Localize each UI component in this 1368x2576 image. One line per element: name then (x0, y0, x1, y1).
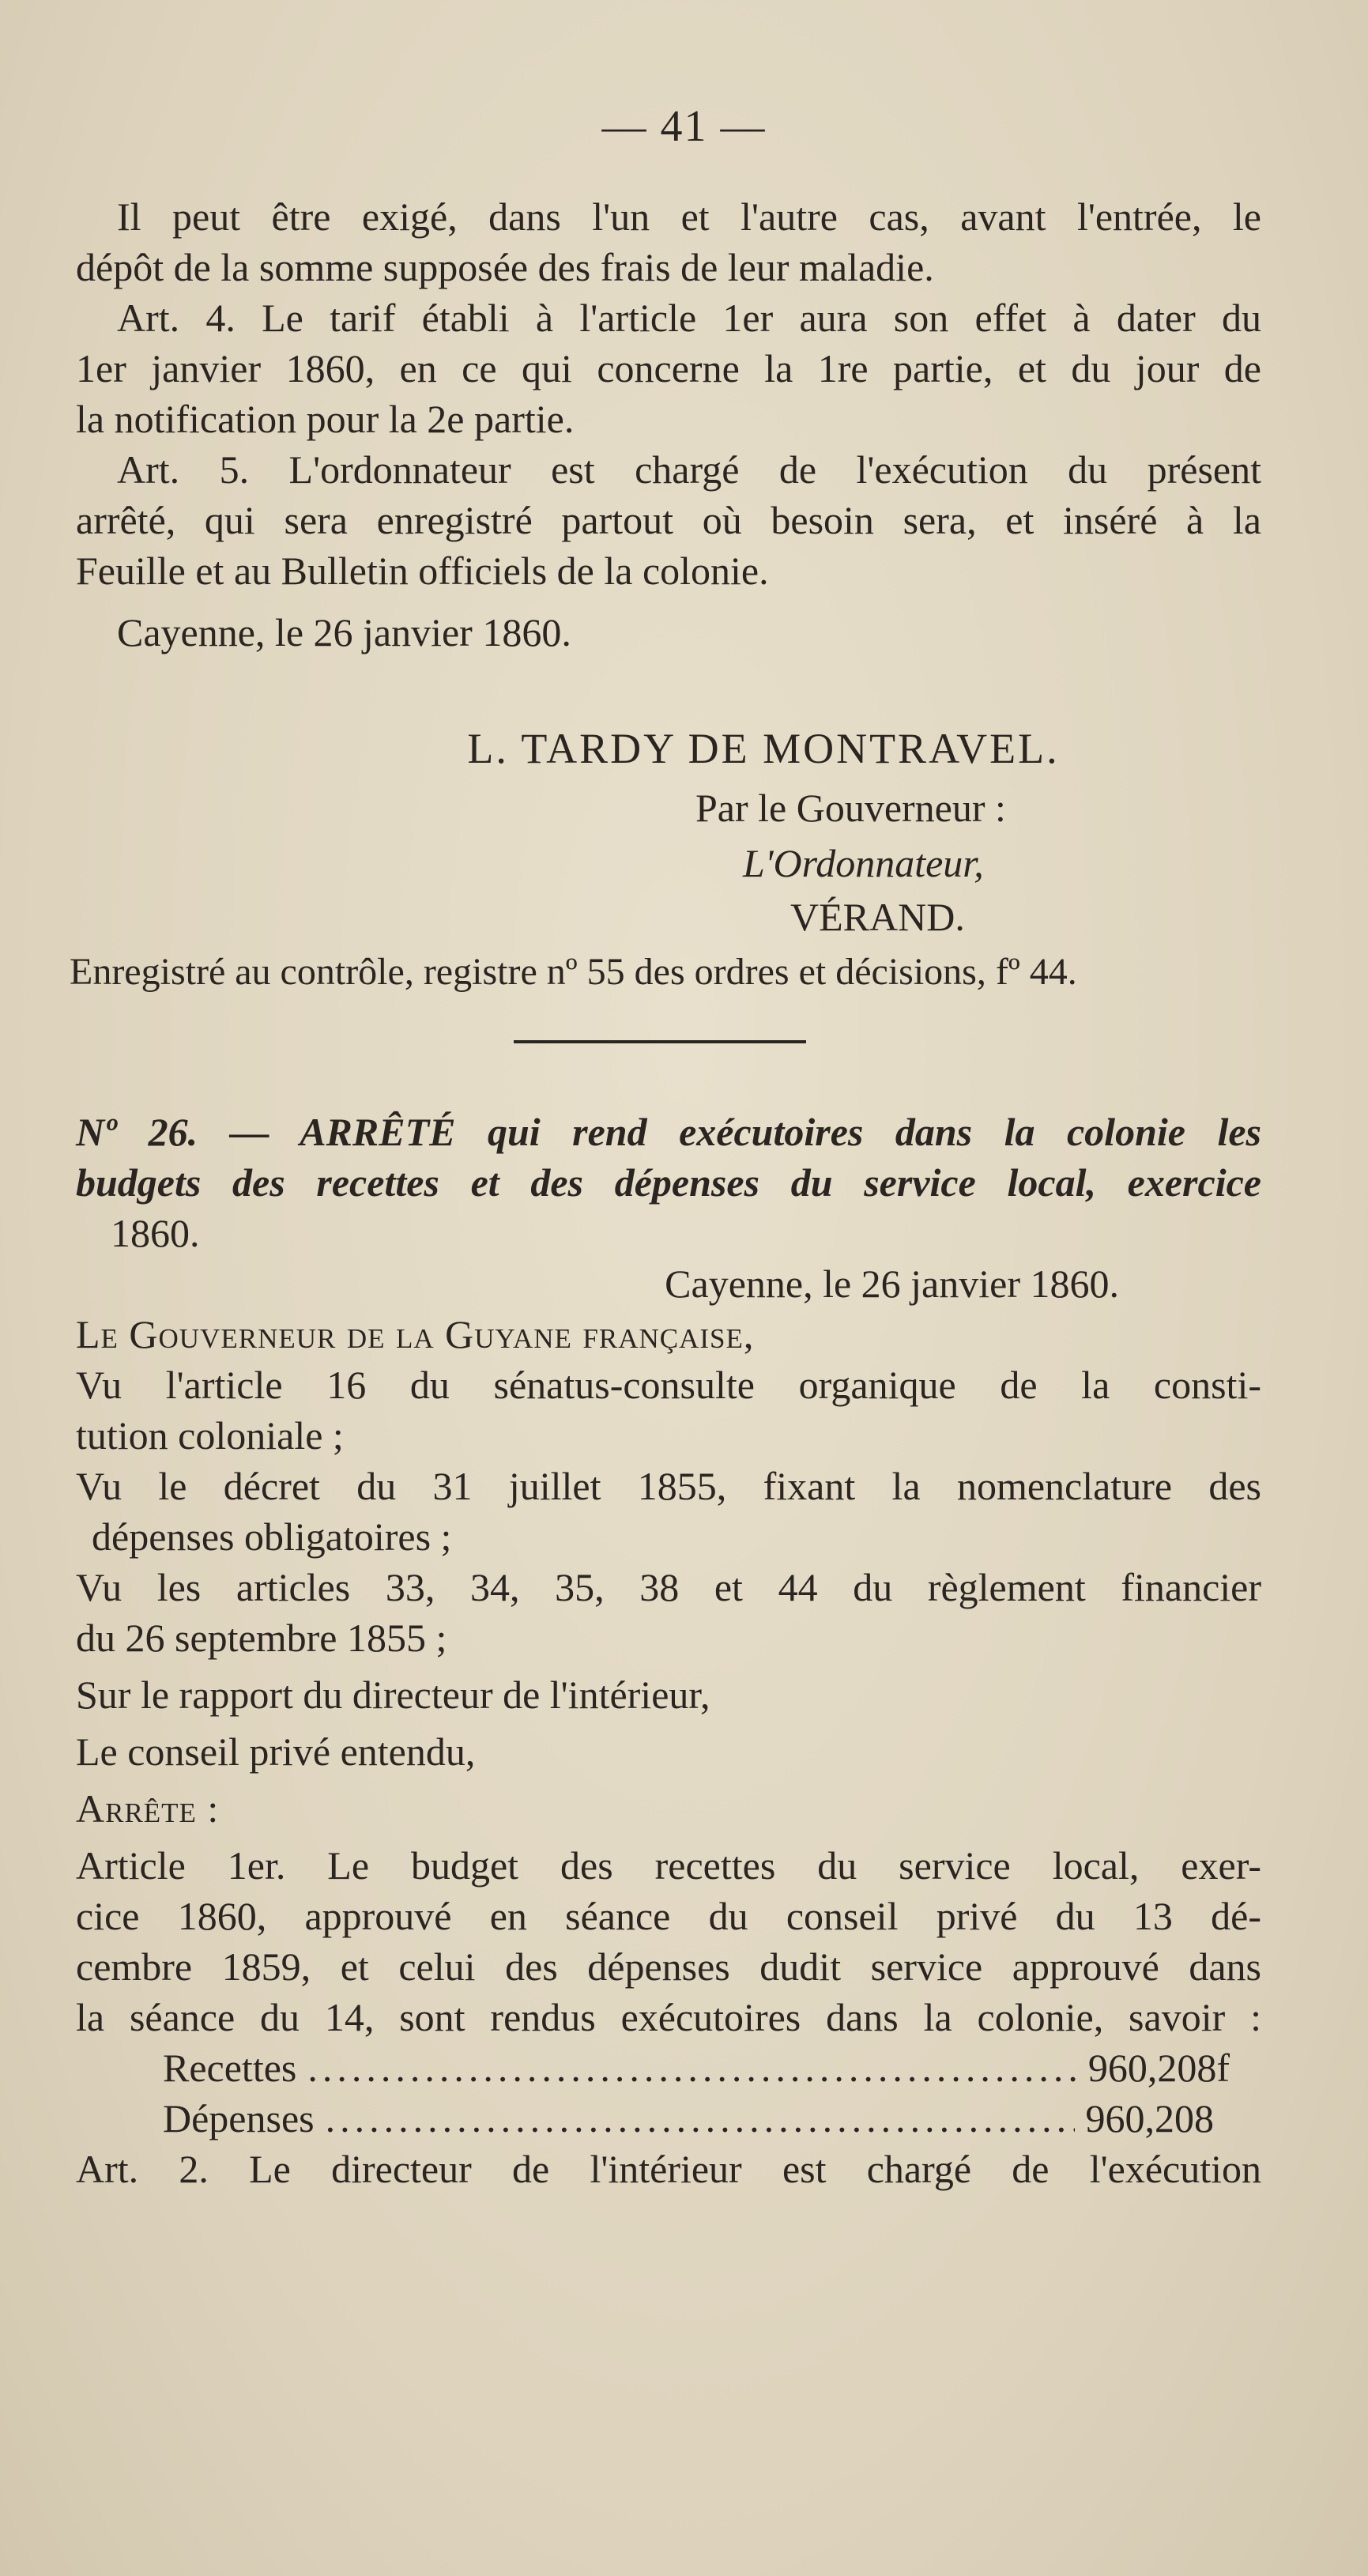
decree-heading-text: Nº 26. — ARRÊTÉ qui rend exécutoires dans la colonie les (76, 1110, 1261, 1154)
budget-label: Recettes (163, 2046, 297, 2090)
decree-heading-line: 1860. (111, 1211, 200, 1255)
article-1-line: la séance du 14, sont rendus exécutoires dans la colonie, savoir : (76, 1995, 1261, 2039)
budget-value: 960,208 (1085, 2096, 1214, 2140)
article-5-line: Feuille et au Bulletin officiels de la colonie. (76, 549, 769, 593)
article-4-line: 1er janvier 1860, en ce qui concerne la 1re partie, et du jour de (76, 346, 1261, 390)
leader-dots (307, 2042, 1076, 2093)
article-5-line: arrêté, qui sera enregistré partout où besoin sera, et inséré à la (76, 498, 1261, 542)
signature: L. TARDY DE MONTRAVEL. (467, 725, 1060, 772)
arrete-line: Arrête : (76, 1786, 220, 1831)
gouverneur-line: Le Gouverneur de la Guyane française, (76, 1312, 755, 1356)
article-1-line: Article 1er. Le budget des recettes du service local, exer- (76, 1843, 1261, 1888)
vu-3-line: du 26 septembre 1855 ; (76, 1616, 447, 1660)
decree-section (76, 1107, 1261, 2194)
page-number: — 41 — (601, 102, 767, 151)
section-divider (514, 1040, 806, 1043)
conseil-line: Le conseil privé entendu, (76, 1729, 476, 1774)
dateline: Cayenne, le 26 janvier 1860. (665, 1262, 1119, 1306)
date-line: Cayenne, le 26 janvier 1860. (117, 610, 571, 654)
top-section (76, 191, 1261, 658)
budget-row-depenses (76, 2093, 1261, 2144)
article-2-line: Art. 2. Le directeur de l'intérieur est chargé de l'exécution (76, 2147, 1261, 2191)
vu-2-line: dépenses obligatoires ; (92, 1514, 452, 1559)
decree-heading-line: budgets des recettes et des dépenses du service local, exercice (76, 1160, 1261, 1205)
article-1-line: cice 1860, approuvé en séance du conseil privé du 13 dé- (76, 1894, 1261, 1938)
article-4-line: la notification pour la 2e partie. (76, 397, 575, 441)
decree-heading-line (76, 1107, 1261, 1157)
verand-signature: VÉRAND. (790, 895, 965, 939)
budget-value: 960,208f (1087, 2046, 1230, 2090)
vu-3-line: Vu les articles 33, 34, 35, 38 et 44 du règlement financier (76, 1565, 1261, 1609)
budget-row-recettes (76, 2042, 1261, 2093)
par-le-gouverneur: Par le Gouverneur : (695, 786, 1006, 830)
article-1-line: cembre 1859, et celui des dépenses dudit service approuvé dans (76, 1944, 1261, 1989)
vu-1-line: tution coloniale ; (76, 1413, 344, 1458)
ordonnateur-title: L'Ordonnateur, (743, 841, 984, 885)
article-5-line: Art. 5. L'ordonnateur est chargé de l'exécution du présent (117, 447, 1261, 492)
article-4-line: Art. 4. Le tarif établi à l'article 1er aura son effet à dater du (117, 296, 1261, 340)
vu-1-line: Vu l'article 16 du sénatus-consulte organique de la consti- (76, 1363, 1261, 1407)
rapport-line: Sur le rapport du directeur de l'intérieur, (76, 1673, 710, 1717)
leader-dots (326, 2093, 1075, 2144)
paragraph-line: Il peut être exigé, dans l'un et l'autre cas, avant l'entrée, le (117, 194, 1261, 239)
registration-note: Enregistré au contrôle, registre nº 55 des ordres et décisions, fº 44. (70, 951, 1077, 993)
vu-2-line: Vu le décret du 31 juillet 1855, fixant la nomenclature des (76, 1464, 1261, 1508)
budget-label: Dépenses (163, 2096, 315, 2140)
paragraph-line: dépôt de la somme supposée des frais de leur maladie. (76, 245, 934, 289)
